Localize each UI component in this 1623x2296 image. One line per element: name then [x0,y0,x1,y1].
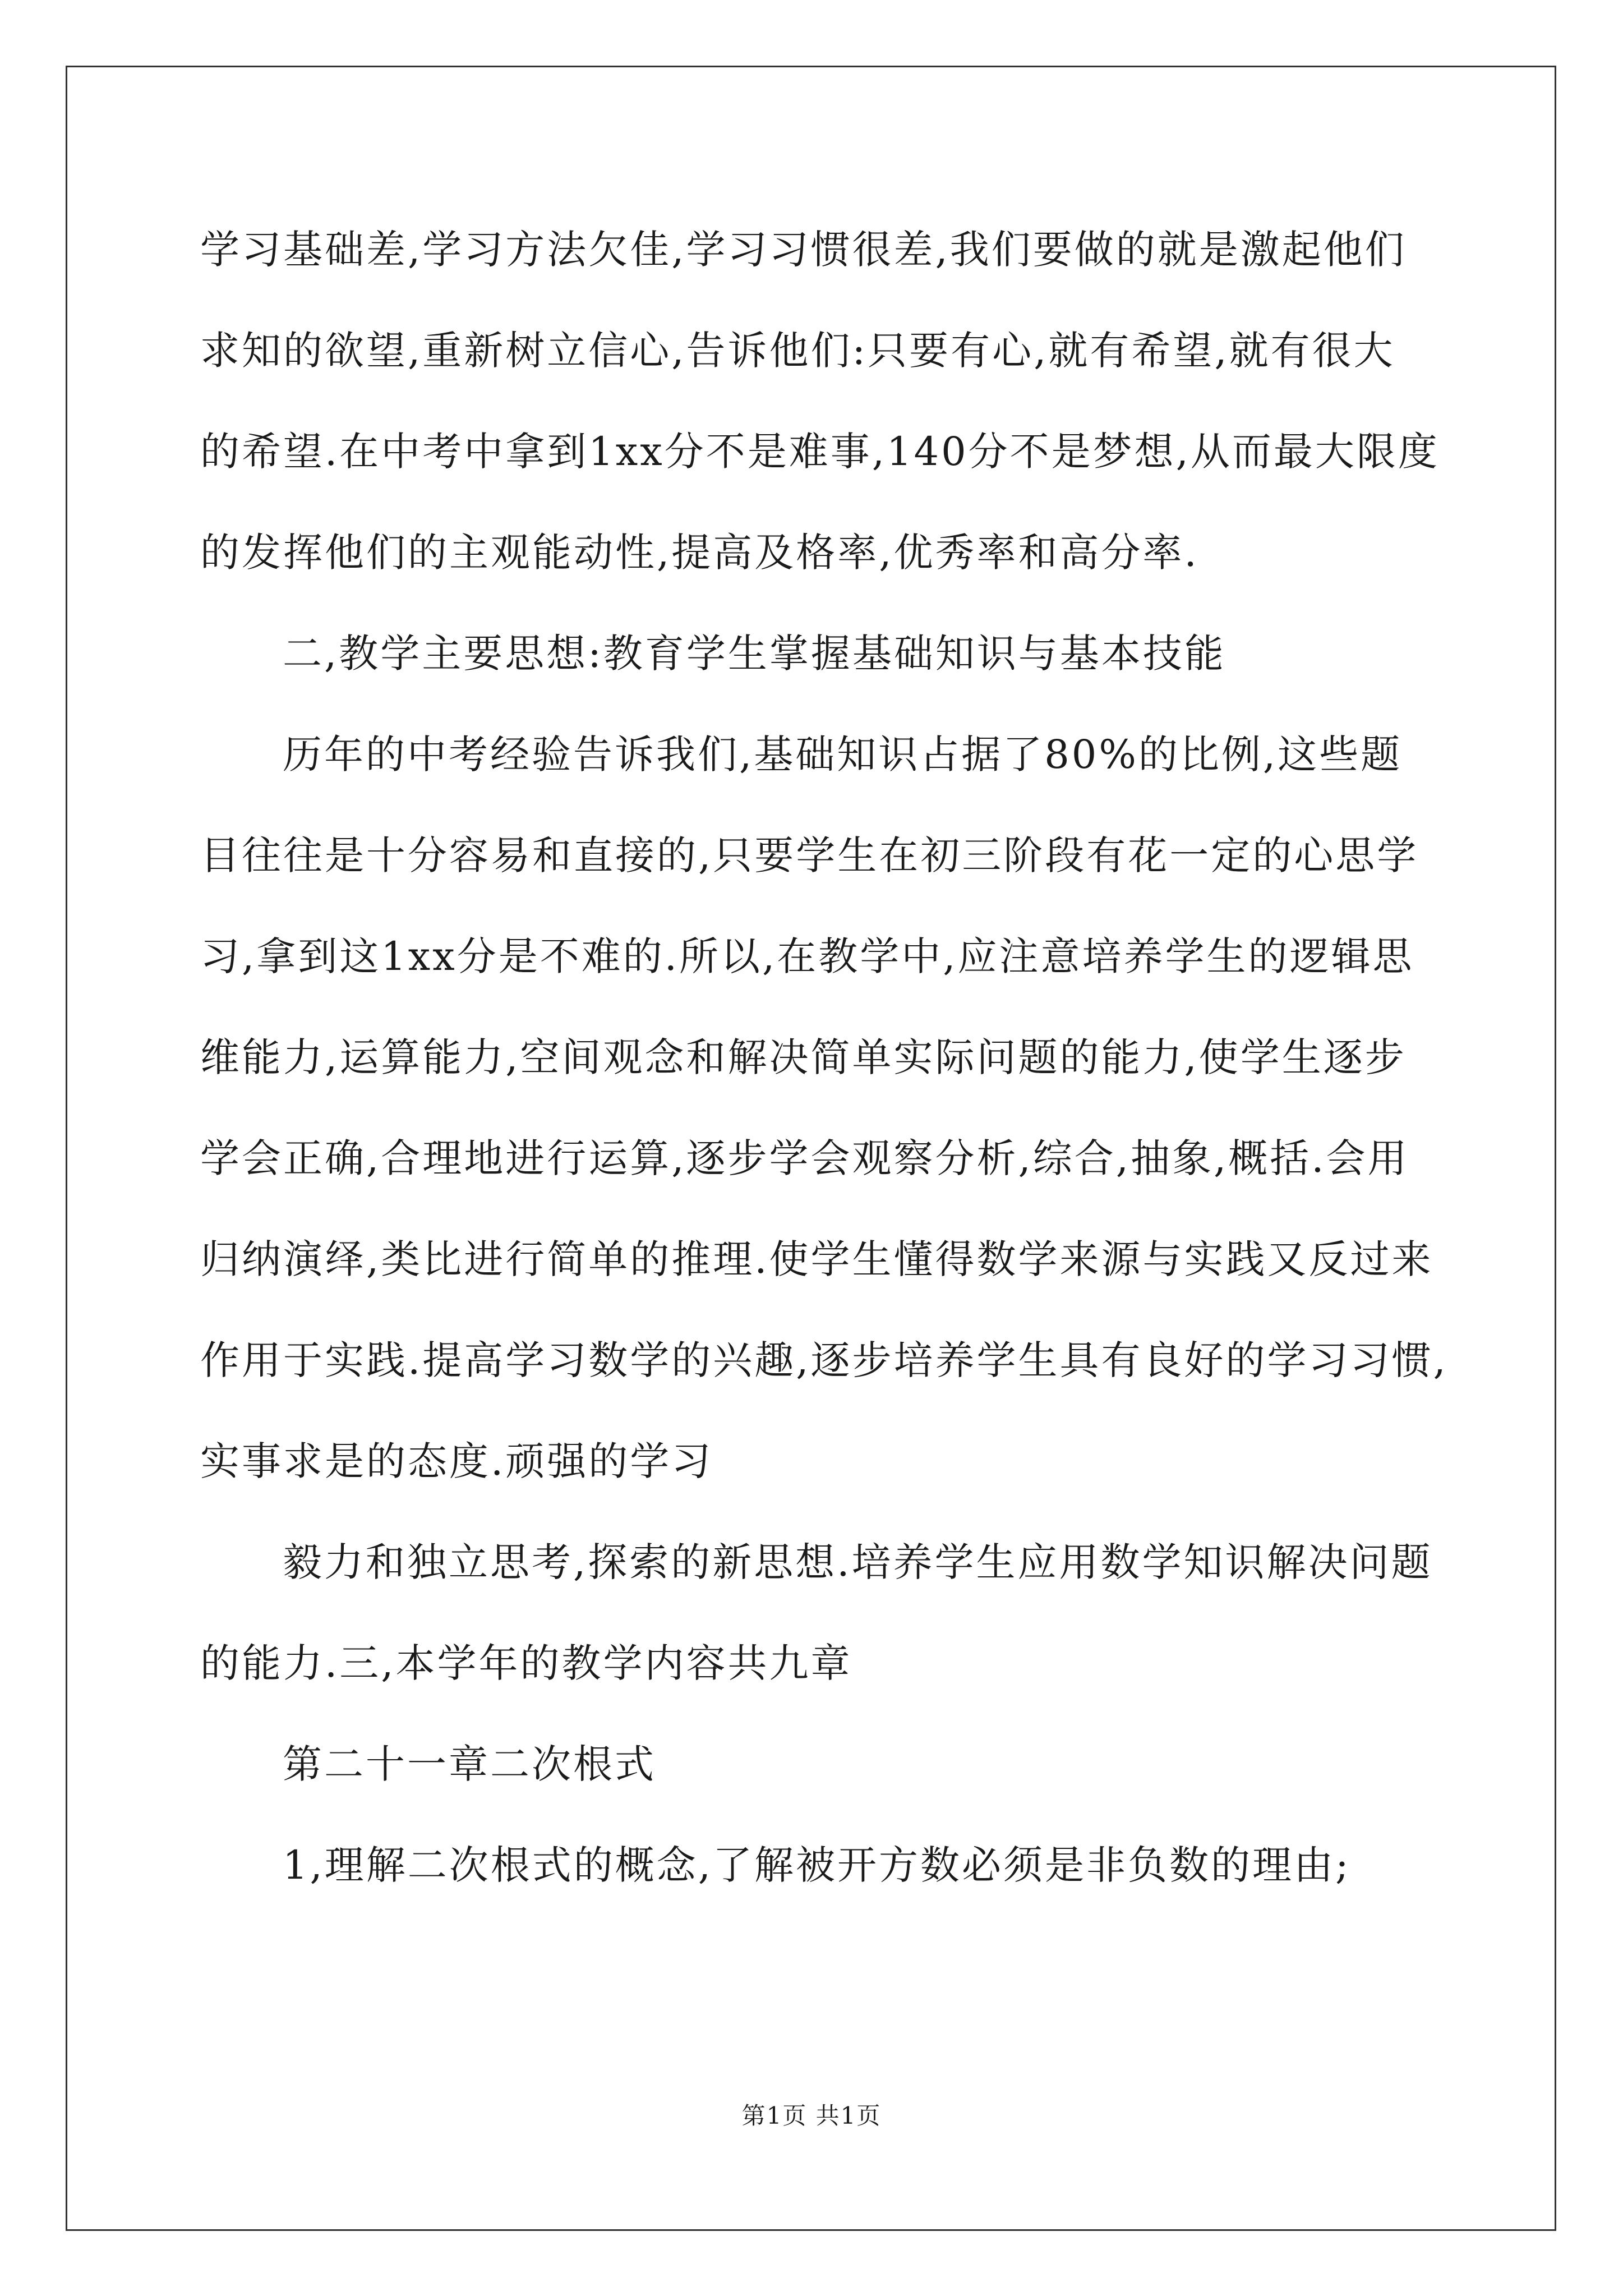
body-line: 历年的中考经验告诉我们,基础知识占据了80%的比例,这些题 [283,731,1403,777]
body-line: 作用于实践.提高学习数学的兴趣,逐步培养学生具有良好的学习习惯, [200,1337,1448,1383]
body-line: 维能力,运算能力,空间观念和解决简单实际问题的能力,使学生逐步 [200,1034,1407,1080]
body-line: 求知的欲望,重新树立信心,告诉他们:只要有心,就有希望,就有很大 [200,328,1395,374]
body-line: 的发挥他们的主观能动性,提高及格率,优秀率和高分率. [200,530,1199,576]
body-line: 毅力和独立思考,探索的新思想.培养学生应用数学知识解决问题 [283,1539,1433,1585]
body-line: 习,拿到这1xx分是不难的.所以,在教学中,应注意培养学生的逻辑思 [200,933,1414,979]
body-line: 1,理解二次根式的概念,了解被开方数必须是非负数的理由; [283,1842,1351,1888]
body-line: 学习基础差,学习方法欠佳,学习习惯很差,我们要做的就是激起他们 [200,227,1407,273]
body-line: 的希望.在中考中拿到1xx分不是难事,140分不是梦想,从而最大限度 [200,429,1440,475]
body-line: 归纳演绎,类比进行简单的推理.使学生懂得数学来源与实践又反过来 [200,1236,1433,1282]
body-line: 目往往是十分容易和直接的,只要学生在初三阶段有花一定的心思学 [200,832,1419,878]
chapter-heading: 第二十一章二次根式 [283,1741,656,1787]
section-heading: 二,教学主要思想:教育学生掌握基础知识与基本技能 [283,631,1226,677]
body-line: 学会正确,合理地进行运算,逐步学会观察分析,综合,抽象,概括.会用 [200,1135,1409,1181]
body-line: 实事求是的态度.顽强的学习 [200,1438,713,1484]
page-footer: 第1页 共1页 [741,2102,882,2129]
body-line: 的能力.三,本学年的教学内容共九章 [200,1640,852,1686]
